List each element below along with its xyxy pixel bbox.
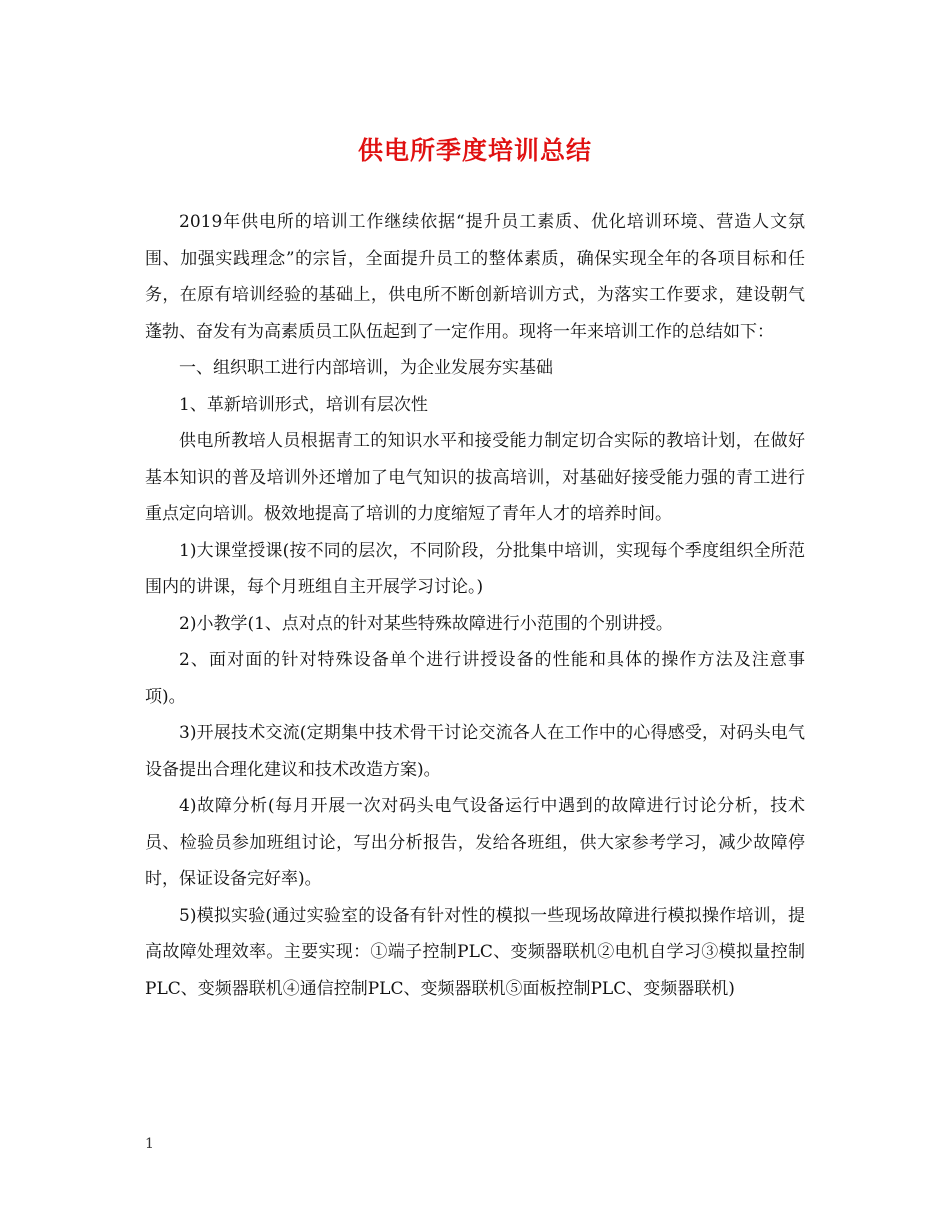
list-item-lecture: 1)大课堂授课(按不同的层次，不同阶段，分批集中培训，实现每个季度组织全所范围内的讲课，每个月班组自主开展学习讨论。): [145, 540, 805, 597]
paragraph-intro: 2019年供电所的培训工作继续依据“提升员工素质、优化培训环境、营造人文氛围、加强实践理念”的宗旨，全面提升员工的整体素质，确保实现全年的各项目标和任务，在原有培训经验的基础上，供电所不断创新培训方式，为落实工作要求，建设朝气蓬勃、奋发有为高素质员工队伍起到了一定作用。现将一年来培训工作的总结如下：: [145, 212, 805, 342]
subsection-heading-1: 1、革新培训形式，培训有层次性: [179, 394, 428, 415]
list-item-small-teaching: 2)小教学(1、点对点的针对某些特殊故障进行小范围的个别讲授。: [179, 613, 673, 634]
list-item-face-to-face: 2、面对面的针对特殊设备单个进行讲授设备的性能和具体的操作方法及注意事项)。: [145, 650, 805, 707]
list-item-simulation: 5)模拟实验(通过实验室的设备有针对性的模拟一些现场故障进行模拟操作培训，提高故障处理效率。主要实现：①端子控制PLC、变频器联机②电机自学习③模拟量控制PLC、变频器联机④通信控制PLC、变频器联机⑤面板控制PLC、变频器联机): [145, 905, 805, 999]
page-number: 1: [145, 1136, 154, 1152]
document-body: [145, 204, 805, 1007]
document-title: 供电所季度培训总结: [357, 136, 592, 165]
list-item-fault-analysis: 4)故障分析(每月开展一次对码头电气设备运行中遇到的故障进行讨论分析，技术员、检验员参加班组讨论，写出分析报告，发给各班组，供大家参考学习，减少故障停时，保证设备完好率)。: [145, 796, 805, 889]
section-heading-1: 一、组织职工进行内部培训，为企业发展夯实基础: [179, 358, 553, 378]
paragraph-training-plan: 供电所教培人员根据青工的知识水平和接受能力制定切合实际的教培计划，在做好基本知识的普及培训外还增加了电气知识的拔高培训，对基础好接受能力强的青工进行重点定向培训。极效地提高了培训的力度缩短了青年人才的培养时间。: [145, 431, 805, 524]
list-item-tech-exchange: 3)开展技术交流(定期集中技术骨干讨论交流各人在工作中的心得感受，对码头电气设备提出合理化建议和技术改造方案)。: [145, 723, 805, 780]
